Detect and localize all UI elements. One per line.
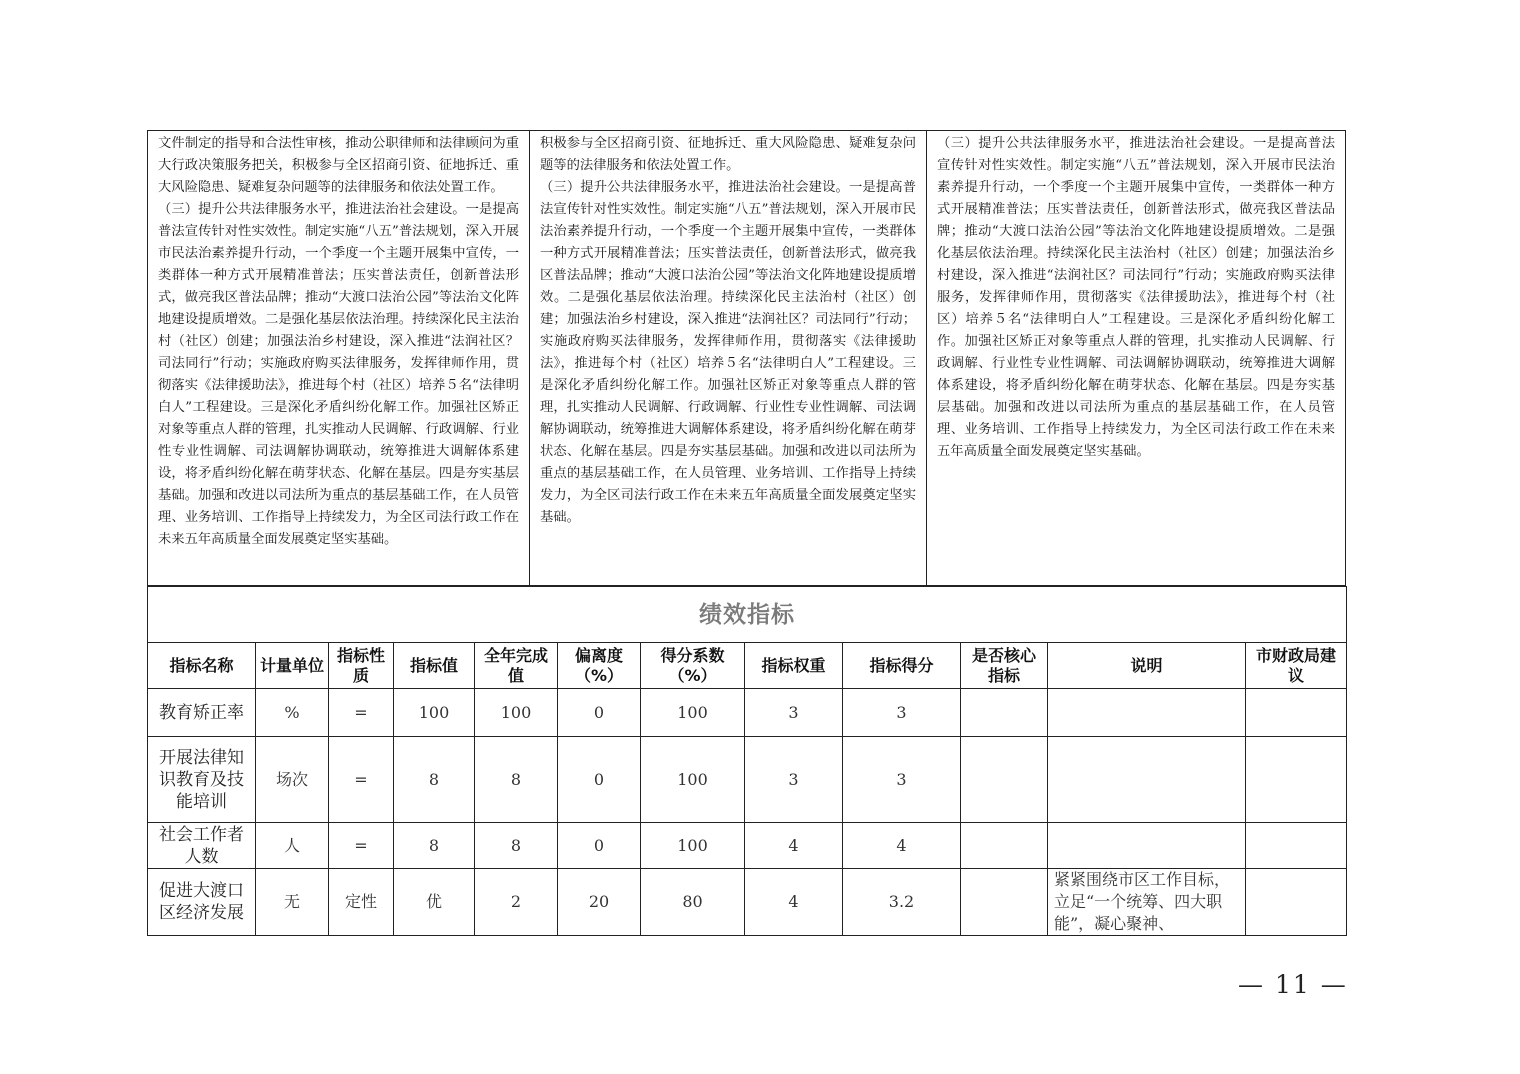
table-cell: 教育矫正率 xyxy=(148,689,256,737)
text-column-3 xyxy=(927,131,1345,585)
table-cell: 3.2 xyxy=(843,869,961,936)
header-row xyxy=(148,643,1347,689)
table-cell: 社会工作者人数 xyxy=(148,823,256,869)
table-cell: 100 xyxy=(475,689,558,737)
table-cell: 20 xyxy=(558,869,641,936)
column-header: 指标性质 xyxy=(329,643,394,689)
table-row xyxy=(148,689,1347,737)
column-header: 指标得分 xyxy=(843,643,961,689)
table-row xyxy=(148,737,1347,823)
text-column-2 xyxy=(530,131,927,585)
column-header: 计量单位 xyxy=(256,643,329,689)
table-cell: 100 xyxy=(394,689,475,737)
column-header: 指标名称 xyxy=(148,643,256,689)
column-header: 指标值 xyxy=(394,643,475,689)
column-header: 市财政局建议 xyxy=(1246,643,1347,689)
table-cell: 8 xyxy=(394,823,475,869)
table-cell xyxy=(1246,869,1347,936)
performance-indicator-table xyxy=(147,586,1347,936)
table-cell xyxy=(961,737,1048,823)
table-cell xyxy=(1246,689,1347,737)
table-cell: 100 xyxy=(641,823,745,869)
column-header: 得分系数（%） xyxy=(641,643,745,689)
column-header: 是否核心指标 xyxy=(961,643,1048,689)
column-header: 指标权重 xyxy=(745,643,843,689)
text-paragraph: 文件制定的指导和合法性审核，推动公职律师和法律顾问为重大行政决策服务把关，积极参与全区招商引资、征地拆迁、重大风险隐患、疑难复杂问题等的法律服务和依法处置工作。 xyxy=(158,136,519,195)
table-cell: % xyxy=(256,689,329,737)
column-header: 全年完成值 xyxy=(475,643,558,689)
page-number: — 11 — xyxy=(1238,970,1348,999)
table-cell: 开展法律知识教育及技能培训 xyxy=(148,737,256,823)
text-paragraph: 积极参与全区招商引资、征地拆迁、重大风险隐患、疑难复杂问题等的法律服务和依法处置工作。 xyxy=(540,136,916,173)
table-cell xyxy=(1246,737,1347,823)
work-plan-text-table xyxy=(147,130,1346,586)
table-cell: 3 xyxy=(843,737,961,823)
table-cell: 3 xyxy=(745,689,843,737)
column-header: 偏离度（%） xyxy=(558,643,641,689)
table-cell: 促进大渡口区经济发展 xyxy=(148,869,256,936)
table-cell: 8 xyxy=(475,737,558,823)
table-cell: 0 xyxy=(558,823,641,869)
text-paragraph: （三）提升公共法律服务水平，推进法治社会建设。一是提高普法宣传针对性实效性。制定实施“八五”普法规划，深入开展市民法治素养提升行动，一个季度一个主题开展集中宣传，一类群体一种方式开展精准普法；压实普法责任，创新普法形式，做亮我区普法品牌；推动“大渡口法治公园”等法治文化阵地建设提质增效。二是强化基层依法治理。持续深化民主法治村（社区）创建；加强法治乡村建设，深入推进“法润社区？司法同行”行动；实施政府购买法律服务，发挥律师作用，贯彻落实《法律援助法》，推进每个村（社区）培养５名“法律明白人”工程建设。三是深化矛盾纠纷化解工作。加强社区矫正对象等重点人群的管理，扎实推动人民调解、行政调解、行业性专业性调解、司法调解协调联动，统筹推进大调解体系建设，将矛盾纠纷化解在萌芽状态、化解在基层。四是夯实基层基础。加强和改进以司法所为重点的基层基础工作，在人员管理、业务培训、工作指导上持续发力，为全区司法行政工作在未来五年高质量全面发展奠定坚实基础。 xyxy=(937,136,1335,459)
table-cell: = xyxy=(329,689,394,737)
table-cell: 3 xyxy=(745,737,843,823)
table-cell xyxy=(961,869,1048,936)
table-cell xyxy=(1048,823,1246,869)
text-paragraph: （三）提升公共法律服务水平，推进法治社会建设。一是提高普法宣传针对性实效性。制定实施“八五”普法规划，深入开展市民法治素养提升行动，一个季度一个主题开展集中宣传，一类群体一种方式开展精准普法；压实普法责任，创新普法形式，做亮我区普法品牌；推动“大渡口法治公园”等法治文化阵地建设提质增效。二是强化基层依法治理。持续深化民主法治村（社区）创建；加强法治乡村建设，深入推进“法润社区？司法同行”行动；实施政府购买法律服务，发挥律师作用，贯彻落实《法律援助法》，推进每个村（社区）培养５名“法律明白人”工程建设。三是深化矛盾纠纷化解工作。加强社区矫正对象等重点人群的管理，扎实推动人民调解、行政调解、行业性专业性调解、司法调解协调联动，统筹推进大调解体系建设，将矛盾纠纷化解在萌芽状态、化解在基层。四是夯实基层基础。加强和改进以司法所为重点的基层基础工作，在人员管理、业务培训、工作指导上持续发力，为全区司法行政工作在未来五年高质量全面发展奠定坚实基础。 xyxy=(158,202,519,547)
table-cell: 80 xyxy=(641,869,745,936)
table-cell: 2 xyxy=(475,869,558,936)
table-cell xyxy=(1048,689,1246,737)
table-cell xyxy=(1048,737,1246,823)
section-title: 绩效指标 xyxy=(148,587,1347,643)
table-cell: 100 xyxy=(641,737,745,823)
table-cell: = xyxy=(329,737,394,823)
table-cell xyxy=(1246,823,1347,869)
table-cell: 8 xyxy=(475,823,558,869)
column-header: 说明 xyxy=(1048,643,1246,689)
table-cell: 定性 xyxy=(329,869,394,936)
table-cell: 无 xyxy=(256,869,329,936)
text-paragraph: （三）提升公共法律服务水平，推进法治社会建设。一是提高普法宣传针对性实效性。制定实施“八五”普法规划，深入开展市民法治素养提升行动，一个季度一个主题开展集中宣传，一类群体一种方式开展精准普法；压实普法责任，创新普法形式，做亮我区普法品牌；推动“大渡口法治公园”等法治文化阵地建设提质增效。二是强化基层依法治理。持续深化民主法治村（社区）创建；加强法治乡村建设，深入推进“法润社区？司法同行”行动；实施政府购买法律服务，发挥律师作用，贯彻落实《法律援助法》，推进每个村（社区）培养５名“法律明白人”工程建设。三是深化矛盾纠纷化解工作。加强社区矫正对象等重点人群的管理，扎实推动人民调解、行政调解、行业性专业性调解、司法调解协调联动，统筹推进大调解体系建设，将矛盾纠纷化解在萌芽状态、化解在基层。四是夯实基层基础。加强和改进以司法所为重点的基层基础工作，在人员管理、业务培训、工作指导上持续发力，为全区司法行政工作在未来五年高质量全面发展奠定坚实基础。 xyxy=(540,180,916,525)
table-cell: 优 xyxy=(394,869,475,936)
table-cell: 0 xyxy=(558,737,641,823)
table-row xyxy=(148,823,1347,869)
table-cell: 3 xyxy=(843,689,961,737)
table-cell: 0 xyxy=(558,689,641,737)
table-cell: 4 xyxy=(745,823,843,869)
table-cell xyxy=(961,823,1048,869)
table-cell: 紧紧围绕市区工作目标，立足“一个统筹、四大职能”，凝心聚神、 xyxy=(1048,869,1246,936)
table-cell: = xyxy=(329,823,394,869)
table-cell xyxy=(961,689,1048,737)
table-cell: 4 xyxy=(745,869,843,936)
table-cell: 人 xyxy=(256,823,329,869)
table-row xyxy=(148,869,1347,936)
table-cell: 4 xyxy=(843,823,961,869)
table-cell: 场次 xyxy=(256,737,329,823)
table-cell: 8 xyxy=(394,737,475,823)
text-column-1 xyxy=(148,131,530,585)
table-cell: 100 xyxy=(641,689,745,737)
